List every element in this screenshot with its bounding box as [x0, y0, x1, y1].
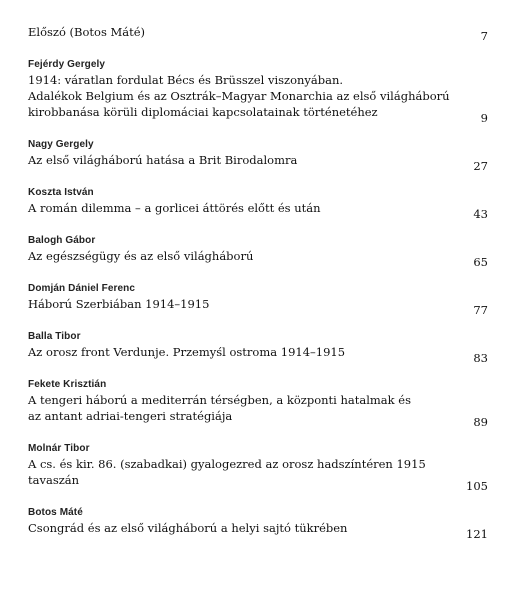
toc-entry-page: 89: [473, 415, 488, 429]
toc-entry-row: [28, 72, 488, 125]
toc-entry-page: 43: [473, 207, 488, 221]
toc-entry-page: 9: [480, 111, 488, 125]
toc-entry: [28, 58, 488, 125]
toc-entry-row: [28, 456, 488, 493]
toc-entry: [28, 234, 488, 269]
toc-entry-row: [28, 520, 488, 541]
toc-entry: [28, 378, 488, 429]
toc-entry-title: Az egészségügy és az első világháború: [28, 249, 254, 263]
toc-entry: [28, 186, 488, 221]
toc-entry-author: Fekete Krisztián: [28, 379, 107, 390]
toc-entry-row: [28, 344, 488, 365]
toc-entry: [28, 24, 488, 43]
toc-entry: [28, 138, 488, 173]
toc-entry-author: Balogh Gábor: [28, 235, 96, 246]
toc-entry-title: A cs. és kir. 86. (szabadkai) gyalogezred az orosz hadszíntéren 1915 tavaszán: [28, 457, 426, 487]
toc-entry-author: Fejérdy Gergely: [28, 59, 106, 70]
toc-entry: [28, 282, 488, 317]
toc-entry-row: [28, 248, 488, 269]
toc-entry-title: Háború Szerbiában 1914–1915: [28, 297, 210, 311]
toc-entry-title: Az első világháború hatása a Brit Birodalomra: [28, 153, 298, 167]
toc-entry-title: A tengeri háború a mediterrán térségben, a központi hatalmak és az antant adriai-tengeri stratégiája: [28, 393, 411, 423]
toc-entry: [28, 506, 488, 541]
toc-entry-page: 83: [473, 351, 488, 365]
toc-entry-title: 1914: váratlan fordulat Bécs és Brüsszel viszonyában. Adalékok Belgium és az Osztrák–Magyar Monarchia az első világháború kirobbanása körüli diplomáciai kapcsolatainak történetéhez: [28, 73, 450, 119]
toc-entry-row: [28, 200, 488, 221]
toc-entry-author: Nagy Gergely: [28, 139, 94, 150]
toc-entry-author: Koszta István: [28, 187, 94, 198]
toc-entry-row: [28, 296, 488, 317]
toc-entry-row: [28, 152, 488, 173]
toc-entry-title: Előszó (Botos Máté): [28, 25, 146, 39]
toc-entry-page: 7: [480, 29, 488, 43]
toc-entry-page: 121: [466, 527, 488, 541]
toc-entry-author: Balla Tibor: [28, 331, 81, 342]
table-of-contents: [28, 24, 488, 541]
toc-entry-row: [28, 24, 488, 43]
toc-entry: [28, 330, 488, 365]
toc-entry-author: Botos Máté: [28, 507, 83, 518]
toc-entry-author: Domján Dániel Ferenc: [28, 283, 136, 294]
toc-entry-title: Az orosz front Verdunje. Przemyśl ostroma 1914–1915: [28, 345, 346, 359]
toc-entry-page: 105: [466, 479, 488, 493]
toc-entry-row: [28, 392, 488, 429]
toc-entry: [28, 442, 488, 493]
toc-entry-title: Csongrád és az első világháború a helyi sajtó tükrében: [28, 521, 348, 535]
toc-entry-page: 27: [473, 159, 488, 173]
toc-entry-title: A román dilemma – a gorlicei áttörés előtt és után: [28, 201, 321, 215]
toc-entry-page: 77: [473, 303, 488, 317]
toc-entry-author: Molnár Tibor: [28, 443, 90, 454]
toc-entry-page: 65: [473, 255, 488, 269]
